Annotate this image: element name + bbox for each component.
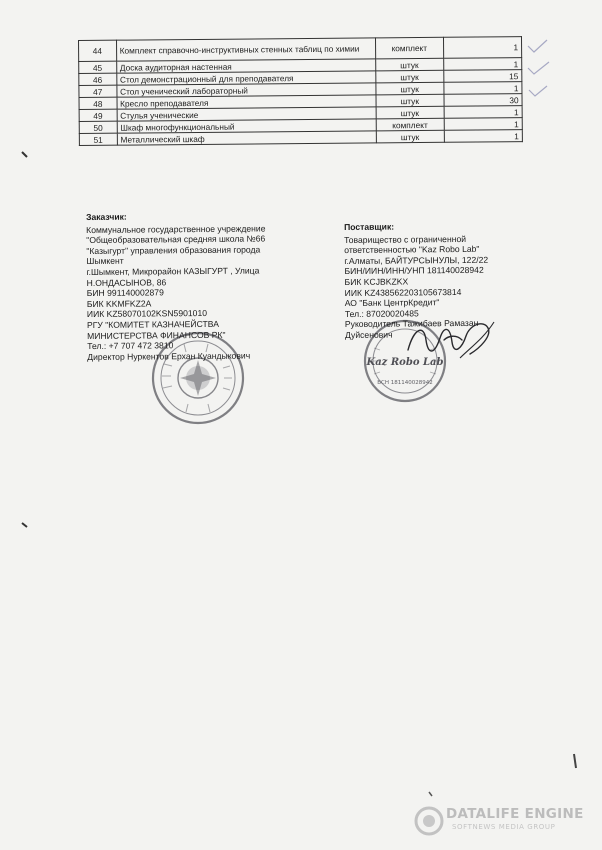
item-qty: 1 [443,58,521,71]
supplier-line: АО "Банк ЦентрКредит" [344,297,440,309]
item-name: Доска аудиторная настенная [116,59,375,73]
supplier-line: БИН/ИИН/ИНН/УНП 181140028942 [344,265,484,277]
customer-line: Н.ОНДАСЫНОВ, 86 [86,276,167,288]
seal-bin-text: БСН 181140028942 [377,380,433,386]
customer-line: ИИК KZ58070102KSN5901010 [86,308,208,320]
customer-line: Коммунальное государственное учреждение [86,223,266,235]
item-number: 44 [79,40,117,61]
item-number: 47 [79,85,117,97]
item-qty: 1 [444,118,522,131]
customer-line: Шымкент [86,256,124,267]
item-qty: 1 [444,106,522,119]
customer-line: Тел.: +7 707 472 3810 [87,340,174,352]
item-name: Кресло преподавателя [117,95,376,109]
item-qty: 15 [444,70,522,83]
customer-line: г.Шымкент, Микрорайон КАЗЫГУРТ , Улица [86,265,260,277]
item-number: 46 [79,73,117,85]
item-name: Стулья ученические [117,107,376,121]
item-unit: штук [376,94,444,107]
scan-mark-icon [427,790,435,798]
item-unit: штук [376,106,444,119]
items-table [78,36,523,146]
datalife-logo-icon [414,806,444,836]
item-name: Металлический шкаф [117,131,376,145]
item-qty: 1 [443,37,521,59]
item-unit: комплект [376,118,444,131]
supplier-line: Руководитель Тажибаев Рамазан [344,318,479,330]
item-unit: комплект [375,37,443,59]
item-number: 51 [79,133,117,145]
customer-line: "Казыгурт" управления образования города [86,244,261,256]
item-name: Стол демонстрационный для преподавателя [116,71,375,85]
scan-mark-icon [20,150,30,160]
supplier-line: г.Алматы, БАЙТУРСЫНУЛЫ, 122/22 [344,254,489,266]
item-name: Комплект справочно-инструктивных стенных таблиц по химии [116,38,375,61]
supplier-heading: Поставщик: [344,221,395,232]
item-unit: штук [376,82,444,95]
customer-line: РГУ "КОМИТЕТ КАЗНАЧЕЙСТВА [86,318,219,330]
item-name: Стол ученический лабораторный [116,83,375,97]
customer-line: "Общеобразовательная средняя школа №66 [86,233,266,246]
scan-mark-icon [20,520,30,530]
table-row [79,130,522,146]
supplier-line: БИК KCJBKZKX [344,276,409,287]
watermark-subtitle: SOFTNEWS MEDIA GROUP [452,823,556,831]
customer-line: Директор Нуркентов Ерхан Куандыкович [87,350,251,362]
watermark [412,800,597,840]
supplier-line: ответственностью "Kaz Robo Lab" [344,244,480,256]
item-number: 49 [79,109,117,121]
item-number: 45 [79,61,117,73]
customer-line: МИНИСТЕРСТВА ФИНАНСОВ РК" [87,329,226,341]
item-unit: штук [375,70,443,83]
supplier-line: ИИК KZ438562203105673814 [344,286,462,298]
customer-line: БИК KKMFKZ2A [86,298,152,309]
item-unit: штук [375,58,443,71]
checkmark-icon [525,38,555,108]
item-number: 50 [79,121,117,133]
watermark-title: DATALIFE ENGINE [446,806,584,822]
seal-brand-text: Kaz Robo Lab [366,357,444,368]
customer-block [86,210,327,362]
supplier-line: Товарищество с ограниченной [344,233,467,245]
customer-heading: Заказчик: [86,211,127,222]
item-qty: 1 [444,82,522,95]
customer-line: БИН 991140002879 [86,287,164,299]
supplier-line: Тел.: 87020020485 [344,308,419,319]
item-qty: 1 [444,130,522,143]
supplier-block [344,220,535,340]
item-name: Шкаф многофункциональный [117,119,376,133]
item-qty: 30 [444,94,522,107]
supplier-line: Дуйсенович [344,329,393,340]
item-number: 48 [79,97,117,109]
scan-mark-icon [570,752,580,772]
item-unit: штук [376,130,444,143]
